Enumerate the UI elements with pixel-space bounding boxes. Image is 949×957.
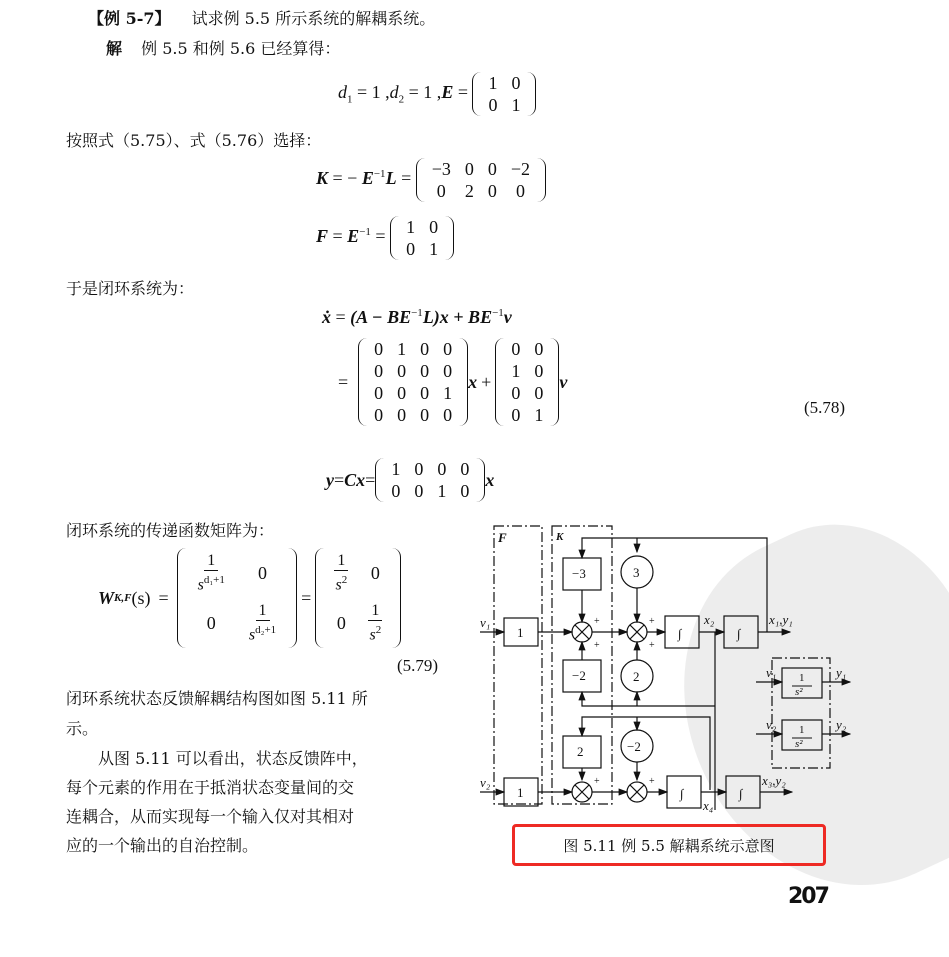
matrix-cell: 1 xyxy=(406,217,416,237)
matrix-cell: 1 xyxy=(488,73,498,93)
solution-intro: 例 5.5 和例 5.6 已经算得： xyxy=(141,39,341,58)
example-tag: 【例 5-7】 xyxy=(88,9,171,28)
figure-caption xyxy=(512,824,826,866)
xdot-v: v xyxy=(559,371,568,392)
f-mid: = xyxy=(328,226,348,247)
matrix-cell: 0 xyxy=(397,361,407,381)
matrix-cell: 0 xyxy=(420,339,430,359)
matrix-cell: 0 xyxy=(511,73,521,93)
xdot-eq2: = xyxy=(338,371,349,392)
v1-label: v₁ xyxy=(480,615,491,630)
frac-num: 1 xyxy=(334,552,348,571)
d1-symbol: d xyxy=(338,82,347,103)
d2-symbol: d xyxy=(389,82,399,103)
matrix-cell: 0 xyxy=(374,405,384,425)
matrix-cell: 0 xyxy=(420,383,430,403)
integrator-1: ∫ xyxy=(678,626,682,641)
equiv-num-2: 1 xyxy=(799,724,805,736)
c-gain-low: −2 xyxy=(627,739,641,754)
f-block-frame xyxy=(494,526,542,804)
matrix-cell: 0 xyxy=(534,383,544,403)
w-symbol: W xyxy=(98,587,115,608)
equiv-y2: y₂ xyxy=(836,717,847,732)
equation-xdot xyxy=(322,307,512,328)
d1-sub: 1 xyxy=(347,93,353,106)
c-gain-mid: 2 xyxy=(633,669,640,684)
k-gain-top: −3 xyxy=(572,566,586,581)
xdot-expr-a: (A − BE xyxy=(350,307,412,327)
equiv-y1: y₁ xyxy=(836,665,847,680)
xdot-x: x xyxy=(468,371,478,392)
matrix-cell: 1 xyxy=(437,481,447,501)
matrix-cell: 0 xyxy=(511,405,521,425)
frac-s: s xyxy=(335,576,342,593)
a-matrix xyxy=(358,338,468,426)
k-matrix xyxy=(416,158,546,202)
frac-num: 1 xyxy=(204,552,218,571)
matrix-cell: 0 xyxy=(511,339,521,359)
f-sup: −1 xyxy=(359,226,371,239)
integrator-2: ∫ xyxy=(737,626,741,641)
w-matrix-general xyxy=(177,548,298,649)
matrix-cell: 0 xyxy=(487,181,497,201)
matrix-cell: 0 xyxy=(534,339,544,359)
k-mid: = − xyxy=(328,168,362,189)
xdot-sup1: −1 xyxy=(411,307,423,319)
c-matrix xyxy=(375,458,485,502)
matrix-cell: 0 xyxy=(397,383,407,403)
integrator-4: ∫ xyxy=(739,786,743,801)
matrix-cell: 0 xyxy=(206,613,216,634)
solution-label: 解 xyxy=(106,39,123,58)
w-matrix-simplified xyxy=(315,548,401,649)
decoupling-block-diagram xyxy=(470,520,940,820)
plus-sign: + xyxy=(649,776,655,787)
para2-line2: 每个元素的作用在于抵消状态变量间的交 xyxy=(66,778,355,797)
f-matrix xyxy=(390,216,454,260)
matrix-cell: 0 xyxy=(391,481,401,501)
k-e: E xyxy=(361,168,374,189)
matrix-cell: 1 xyxy=(391,459,401,479)
output2-label: x₃,y₂ xyxy=(762,773,786,788)
equation-xdot-matrices xyxy=(338,338,567,426)
f-eq: = xyxy=(370,226,391,247)
solution-line xyxy=(106,38,340,60)
matrix-cell: 0 xyxy=(464,159,474,179)
matrix-cell: −3 xyxy=(431,159,451,179)
matrix-cell: 0 xyxy=(406,239,416,259)
frac-s: s xyxy=(197,576,204,593)
frac-num: 1 xyxy=(368,602,382,621)
matrix-cell: 0 xyxy=(437,459,447,479)
k-gain-mid: −2 xyxy=(572,668,586,683)
f-label: F xyxy=(498,530,507,545)
matrix-cell: 0 xyxy=(436,181,446,201)
frac-num: 1 xyxy=(256,602,270,621)
plus-sign: + xyxy=(594,640,600,651)
y-eq: = xyxy=(365,469,376,490)
closed-loop-text: 于是闭环系统为： xyxy=(66,279,195,298)
matrix-cell: 0 xyxy=(443,361,453,381)
matrix-cell: 0 xyxy=(420,405,430,425)
equation-w: W K,F (s) = $\frac{1}{s^{d_1+1}}$ 0 0 $\frac{1}{s^{d_2+1}}$ = $\frac{1}{s^2}$ 0 0 $\frac{1}{s^2}$ xyxy=(98,548,401,648)
para2-line1: 从图 5.11 可以看出，状态反馈阵中， xyxy=(98,749,368,768)
matrix-cell: 1 xyxy=(397,339,407,359)
para1-line2: 示。 xyxy=(66,719,99,738)
k-label: K xyxy=(556,531,564,543)
xdot-eq: = xyxy=(331,307,351,327)
page-number: 207 xyxy=(788,884,828,909)
d2-sub: 2 xyxy=(398,93,405,106)
matrix-cell: 0 xyxy=(511,383,521,403)
matrix-cell: 0 xyxy=(487,159,497,179)
matrix-cell: 0 xyxy=(460,481,470,501)
matrix-cell: 0 xyxy=(534,361,544,381)
equiv-v1: v₁ xyxy=(766,665,777,680)
select-text: 按照式（5.75）、式（5.76）选择： xyxy=(66,131,322,150)
equation-number-579: (5.79) xyxy=(397,656,439,675)
k-gain-low: 2 xyxy=(577,744,584,759)
xdot-expr-b: L)x + BE xyxy=(422,307,493,327)
frac-s: s xyxy=(248,626,256,644)
matrix-cell: 0 xyxy=(443,339,453,359)
matrix-cell: 1 xyxy=(511,95,521,115)
matrix-cell: 1 xyxy=(511,361,521,381)
xdot-expr-c: v xyxy=(503,307,512,327)
gain-block-2: 1 xyxy=(517,785,524,800)
gain-block-1: 1 xyxy=(517,625,524,640)
matrix-cell: 1 xyxy=(534,405,544,425)
frac-exp: 2 xyxy=(341,573,348,586)
plus-sign: + xyxy=(649,640,655,651)
matrix-cell: 0 xyxy=(414,459,424,479)
output1-label: x₁,y₁ xyxy=(769,612,793,627)
equation-number-578: (5.78) xyxy=(804,398,846,417)
frac-exp1: d₁+1 xyxy=(203,573,225,586)
matrix-cell: 0 xyxy=(374,339,384,359)
plus-sign: + xyxy=(594,776,600,787)
equation-d-e xyxy=(338,72,536,116)
equiv-v2: v₂ xyxy=(766,717,777,732)
k-sup: −1 xyxy=(373,168,386,181)
plus-sign: + xyxy=(594,616,600,627)
matrix-cell: 0 xyxy=(443,405,453,425)
equation-f xyxy=(316,216,454,260)
equation-y xyxy=(326,458,494,502)
e-matrix xyxy=(472,72,536,116)
matrix-cell: 0 xyxy=(420,361,430,381)
y-x: x xyxy=(485,469,495,490)
para2-line3: 连耦合，从而实现每一个输入仅对其相对 xyxy=(66,807,355,826)
equals: = xyxy=(453,82,473,103)
b-matrix xyxy=(495,338,559,426)
equiv-den-2: s² xyxy=(795,738,803,750)
k-eq: = xyxy=(396,168,416,189)
f-symbol: F xyxy=(316,226,329,247)
y-cx: Cx xyxy=(344,469,366,490)
matrix-cell: 2 xyxy=(464,181,474,201)
matrix-cell: 0 xyxy=(374,361,384,381)
matrix-cell: −2 xyxy=(510,159,531,179)
example-question: 试求例 5.5 所示系统的解耦系统。 xyxy=(191,9,436,28)
matrix-cell: 0 xyxy=(488,95,498,115)
plus-sign: + xyxy=(649,616,655,627)
equiv-den-1: s² xyxy=(795,686,803,698)
v2-label: v₂ xyxy=(480,775,491,790)
matrix-cell: 0 xyxy=(429,217,439,237)
integrator-3: ∫ xyxy=(680,786,684,801)
w-arg: (s) xyxy=(131,587,151,608)
w-eq: = xyxy=(158,587,169,608)
frac-exp: 2 xyxy=(375,624,382,636)
matrix-cell: 0 xyxy=(414,481,424,501)
c-gain-top: 3 xyxy=(633,565,640,580)
y-symbol: y xyxy=(326,469,334,490)
transfer-text: 闭环系统的传递函数矩阵为： xyxy=(66,521,275,540)
e-symbol: E xyxy=(441,82,454,103)
y-mid: = xyxy=(334,469,345,490)
matrix-cell: 1 xyxy=(429,239,439,259)
k-l: L xyxy=(385,168,397,189)
para2-line4: 应的一个输出的自治控制。 xyxy=(66,836,259,855)
xdot-plus: + xyxy=(481,371,492,392)
para1-line1: 闭环系统状态反馈解耦结构图如图 5.11 所 xyxy=(66,689,368,708)
matrix-cell: 0 xyxy=(370,562,380,583)
matrix-cell: 0 xyxy=(258,562,268,583)
matrix-cell: 0 xyxy=(397,405,407,425)
x2-label: x₂ xyxy=(704,612,715,627)
matrix-cell: 0 xyxy=(515,181,525,201)
example-heading xyxy=(88,8,435,30)
matrix-cell: 0 xyxy=(460,459,470,479)
caption-text: 图 5.11 例 5.5 解耦系统示意图 xyxy=(563,836,775,855)
xdot-symbol: ẋ xyxy=(322,307,331,327)
f-e: E xyxy=(347,226,360,247)
x4-label: x₄ xyxy=(703,798,714,813)
matrix-cell: 0 xyxy=(336,613,346,634)
d2-value: = 1 , xyxy=(404,82,442,103)
xdot-sup2: −1 xyxy=(492,307,504,319)
d1-value: = 1 , xyxy=(352,82,390,103)
equation-k xyxy=(316,158,546,202)
matrix-cell: 0 xyxy=(374,383,384,403)
frac-s: s xyxy=(369,626,376,644)
k-symbol: K xyxy=(316,168,329,189)
matrix-cell: 1 xyxy=(443,383,453,403)
w-sub: K,F xyxy=(114,592,132,604)
equiv-num-1: 1 xyxy=(799,672,805,684)
frac-exp2: d₂+1 xyxy=(255,624,277,636)
